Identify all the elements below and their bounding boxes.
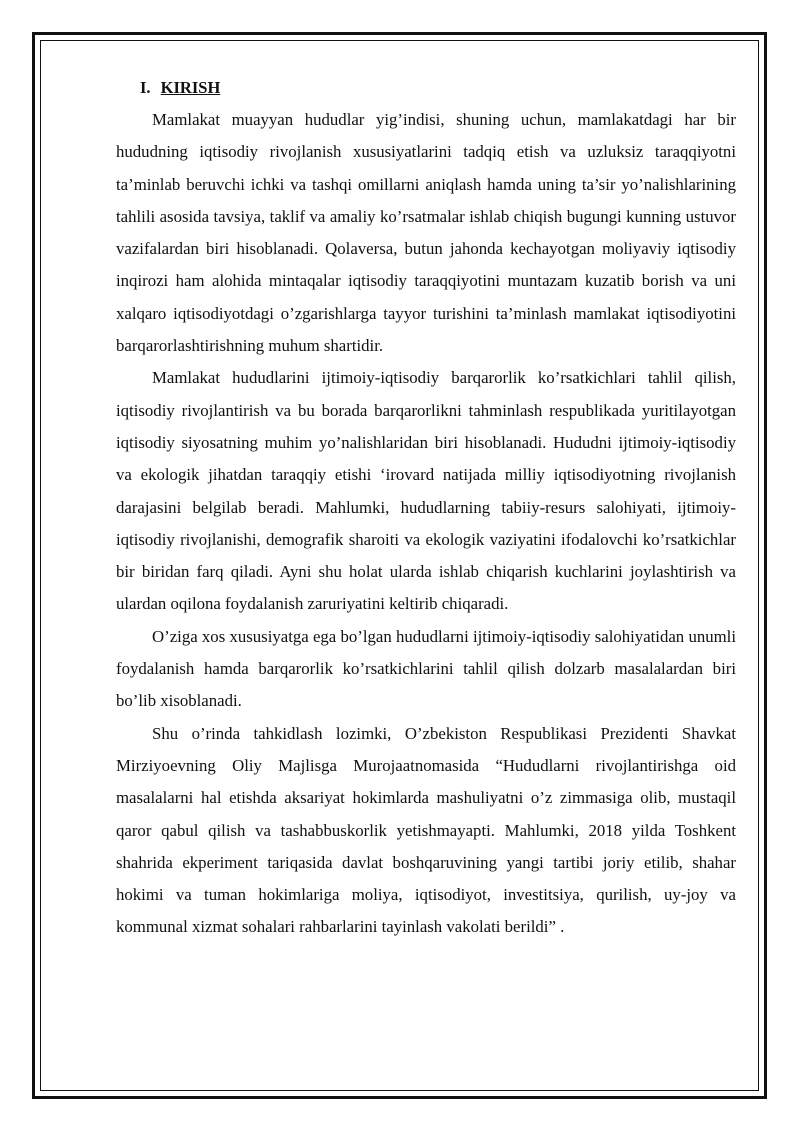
document-body [116,76,736,944]
section-title: KIRISH [160,78,221,97]
section-heading [140,76,736,100]
paragraph-4: Shu o’rinda tahkidlash lozimki, O’zbekiston Respublikasi Prezidenti Shavkat Mirziyoevning Oliy Majlisga Murojaatnomasida “Hududlarni rivojlantirishga oid masalalarni hal etishda aksariyat hokimlarda mashuliyatni o’z zimmasiga olib, mustaqil qaror qabul qilish va tashabbuskorlik yetishmayapti. Mahlumki, 2018 yilda Toshkent shahrida ekperiment tariqasida davlat boshqaruvining yangi tartibi joriy etilib, shahar hokimi va tuman hokimlariga moliya, iqtisodiyot, investitsiya, qurilish, uy-joy va kommunal xizmat sohalari rahbarlarini tayinlash vakolati berildi” . [116,723,736,937]
paragraph-2: Mamlakat hududlarini ijtimoiy-iqtisodiy barqarorlik ko’rsatkichlari tahlil qilish, iqtisodiy rivojlantirish va bu borada barqarorlikni tahminlash respublikada yuritilayotgan iqtisodiy siyosatning muhim yo’nalishlaridan biri hisoblanadi. Hududni ijtimoiy-iqtisodiy va ekologik jihatdan taraqqiy etishi ‘irovard natijada milliy iqtisodiyotning rivojlanish darajasini belgilab beradi. Mahlumki, hududlarning tabiiy-resurs salohiyati, ijtimoiy-iqtisodiy rivojlanishi, demografik sharoiti va ekologik vaziyatini ifodalovchi ko’rsatkichlar bir biridan farq qiladi. Ayni shu holat ularda ishlab chiqarish kuchlarini joylashtirish va ulardan oqilona foydalanish zaruriyatini keltirib chiqaradi. [116,368,736,614]
paragraph-1: Mamlakat muayyan hududlar yig’indisi, shuning uchun, mamlakatdagi har bir hududning iqtisodiy rivojlanish xususiyatlarini tadqiq etish va uzluksiz taraqqiyotni ta’minlab beruvchi ichki va tashqi omillarni aniqlash hamda uning ta’sir yo’nalishlarining tahlili asosida tavsiya, taklif va amaliy ko’rsatmalar ishlab chiqish bugungi kunning ustuvor vazifalardan biri hisoblanadi. Qolaversa, butun jahonda kechayotgan moliyaviy iqtisodiy inqirozi ham alohida mintaqalar iqtisodiy taraqqiyotini muntazam kuzatib borish va uni xalqaro iqtisodiyotdagi o’zgarishlarga tayyor turishini ta’minlash mamlakat iqtisodiyotini barqarorlashtirishning muhum shartidir. [116,110,736,356]
section-number: I. [140,78,151,97]
paragraph-3: O’ziga xos xususiyatga ega bo’lgan hududlarni ijtimoiy-iqtisodiy salohiyatidan unumli foydalanish hamda barqarorlik ko’rsatkichlarini tahlil qilish dolzarb masalalardan biri bo’lib xisoblanadi. [116,626,736,711]
